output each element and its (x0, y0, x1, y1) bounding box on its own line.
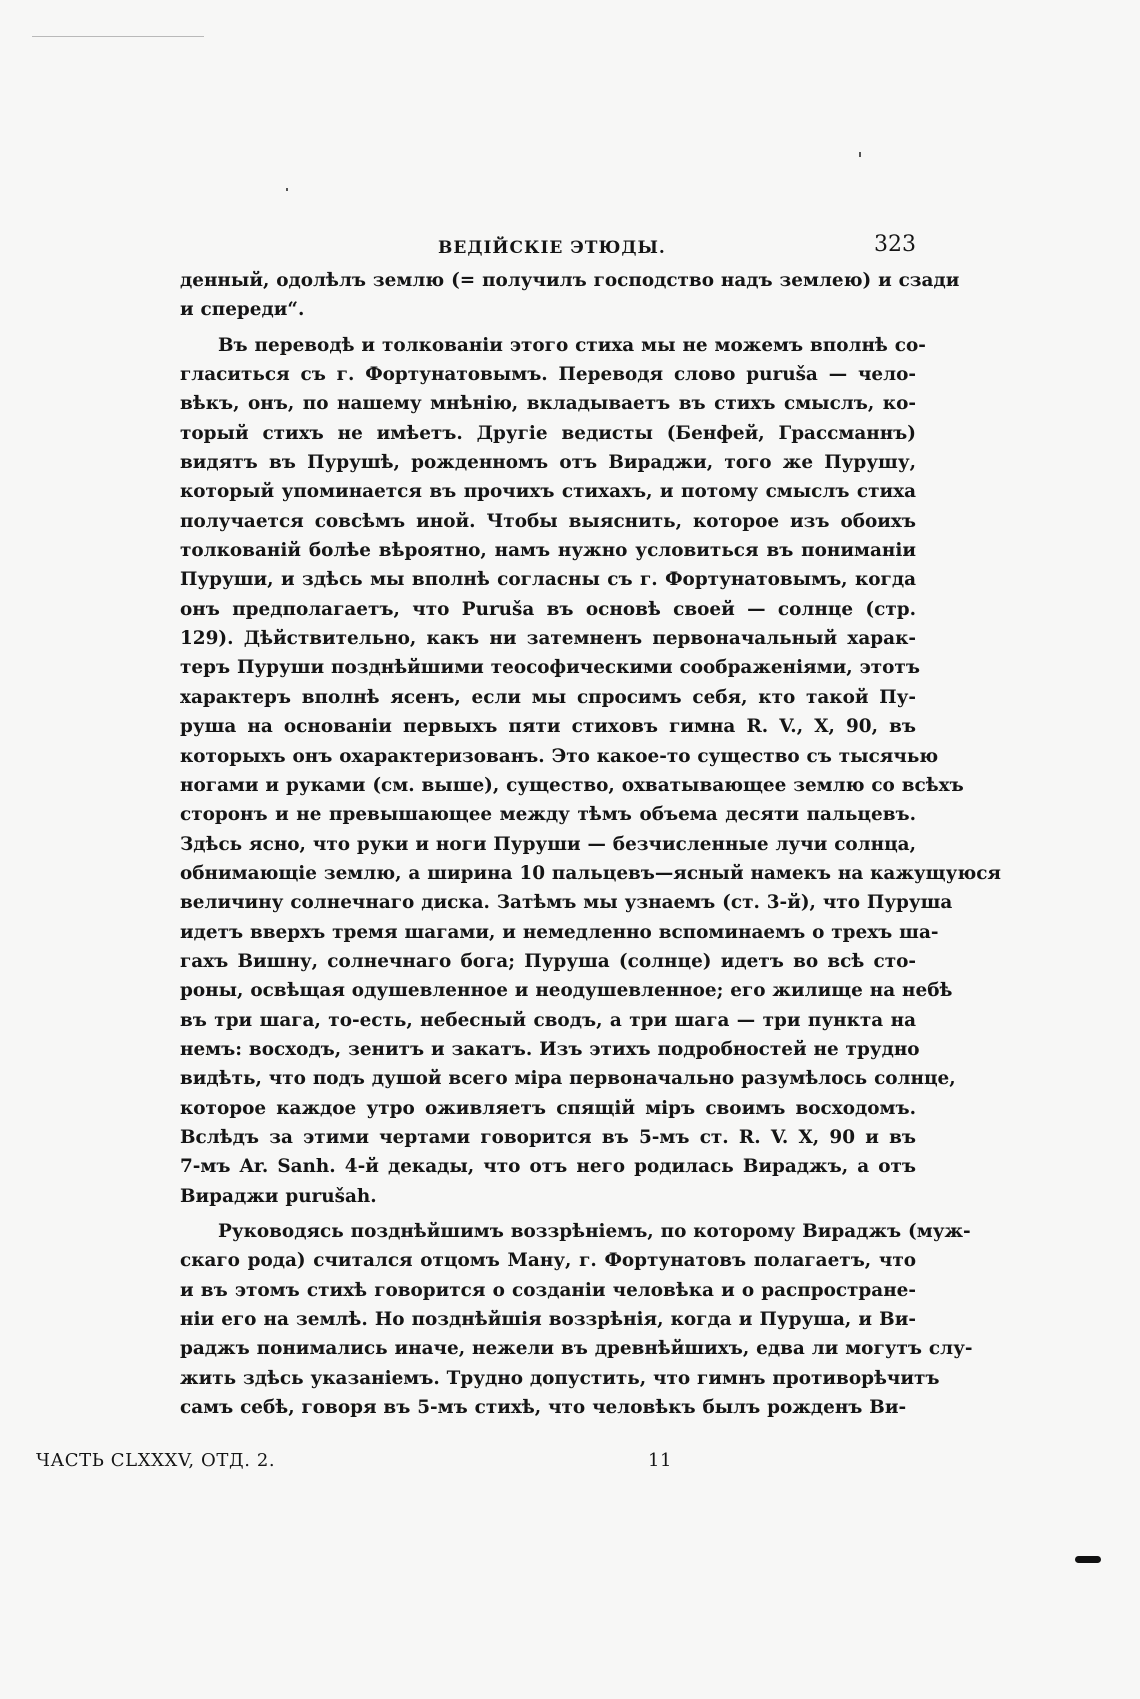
text-line: ногами и руками (см. выше), существо, охватывающее землю со всѣхъ (180, 774, 964, 796)
text-line: Руководясь позднѣйшимъ воззрѣніемъ, по которому Вираджъ (муж- (218, 1221, 971, 1242)
text-line: вѣкъ, онъ, по нашему мнѣнію, вкладываетъ въ стихъ смыслъ, ко- (180, 393, 916, 415)
text-line: который упоминается въ прочихъ стихахъ, и потому смыслъ стиха (180, 481, 916, 503)
text-line: 129). Дѣйствительно, какъ ни затемненъ первоначальный харак- (180, 628, 916, 650)
text-line: получается совсѣмъ иной. Чтобы выяснить, которое изъ обоихъ (180, 510, 916, 532)
text-line: денный, одолѣлъ землю (= получилъ господство надъ землею) и сзади (180, 270, 960, 291)
scan-edge-line (32, 36, 204, 37)
text-line: Здѣсь ясно, что руки и ноги Пуруши — безчисленные лучи солнца, (180, 833, 916, 855)
text-line: которое каждое утро оживляетъ спящій міръ своимъ восходомъ. (180, 1097, 916, 1119)
text-line: ніи его на землѣ. Но позднѣйшія воззрѣнія, когда и Пуруша, и Ви- (180, 1309, 916, 1331)
text-line: торый стихъ не имѣетъ. Другіе ведисты (Бенфей, Грассманнъ) (180, 422, 916, 444)
text-line: 7-мъ Ar. Sanh. 4-й декады, что отъ него родилась Вираджъ, а отъ (180, 1156, 916, 1178)
text-line: которыхъ онъ охарактеризованъ. Это какое-то существо съ тысячью (180, 745, 939, 767)
text-line: онъ предполагаетъ, что Puruša въ основѣ своей — солнце (стр. (180, 598, 916, 620)
text-line: характеръ вполнѣ ясенъ, если мы спросимъ себя, кто такой Пу- (180, 686, 916, 708)
margin-dash-mark (1075, 1556, 1101, 1563)
text-line: обнимающіе землю, а ширина 10 пальцевъ—ясный намекъ на кажущуюся (180, 862, 1002, 884)
text-line: сторонъ и не превышающее между тѣмъ объема десяти пальцевъ. (180, 804, 916, 826)
text-line: руша на основаніи первыхъ пяти стиховъ гимна R. V., X, 90, въ (180, 716, 916, 738)
text-line: видятъ въ Пурушѣ, рожденномъ отъ Вираджи, того же Пурушу, (180, 452, 916, 474)
text-line: гахъ Вишну, солнечнаго бога; Пуруша (солнце) идетъ во всѣ сто- (180, 950, 916, 972)
text-line: и спереди“. (180, 299, 305, 321)
signature-mark: ЧАСТЬ CLXXXV, ОТД. 2. (36, 1450, 276, 1471)
running-head (180, 230, 916, 266)
sheet-number: 11 (648, 1450, 673, 1471)
text-line: гласиться съ г. Фортунатовымъ. Переводя слово puruša — чело- (180, 364, 916, 386)
scan-speck (286, 188, 288, 191)
text-line: роны, освѣщая одушевленное и неодушевленное; его жилище на небѣ (180, 980, 953, 1002)
paragraph (180, 266, 960, 325)
text-line: Пуруши, и здѣсь мы вполнѣ согласны съ г. Фортунатовымъ, когда (180, 569, 916, 591)
text-line: жить здѣсь указаніемъ. Трудно допустить, что гимнъ противорѣчитъ (180, 1367, 940, 1389)
text-line: Вслѣдъ за этими чертами говорится въ 5-мъ ст. R. V. X, 90 и въ (180, 1126, 916, 1148)
text-line: самъ себѣ, говоря въ 5-мъ стихѣ, что человѣкъ былъ рожденъ Ви- (180, 1397, 907, 1419)
scan-speck (859, 152, 861, 157)
text-line: раджъ понимались иначе, нежели въ древнѣйшихъ, едва ли могутъ слу- (180, 1338, 973, 1360)
body-text (180, 266, 1002, 1422)
text-line: Вираджи purušah. (180, 1185, 377, 1207)
text-line: скаго рода) считался отцомъ Ману, г. Фортунатовъ полагаетъ, что (180, 1250, 916, 1272)
text-line: немъ: восходъ, зенитъ и закатъ. Изъ этихъ подробностей не трудно (180, 1038, 920, 1060)
book-page (180, 230, 1002, 1422)
text-line: Въ переводѣ и толкованіи этого стиха мы не можемъ вполнѣ со- (218, 334, 926, 356)
text-line: и въ этомъ стихѣ говорится о созданіи человѣка и о распростране- (180, 1279, 916, 1301)
text-line: идетъ вверхъ тремя шагами, и немедленно вспоминаемъ о трехъ ша- (180, 921, 939, 943)
text-line: величину солнечнаго диска. Затѣмъ мы узнаемъ (ст. 3-й), что Пуруша (180, 892, 953, 914)
text-line: толкованій болѣе вѣроятно, намъ нужно условиться въ пониманіи (180, 540, 916, 562)
paragraph (180, 331, 1002, 1211)
running-title: ВЕДІЙСКІЕ ЭТЮДЫ. (438, 238, 666, 258)
text-line: въ три шага, то-есть, небесный сводъ, а три шага — три пункта на (180, 1009, 916, 1031)
text-line: видѣть, что подъ душой всего міра первоначально разумѣлось солнце, (180, 1068, 956, 1090)
page-number: 323 (874, 232, 916, 257)
paragraph (180, 1217, 973, 1422)
text-line: теръ Пуруши позднѣйшими теософическими соображеніями, этотъ (180, 657, 920, 679)
